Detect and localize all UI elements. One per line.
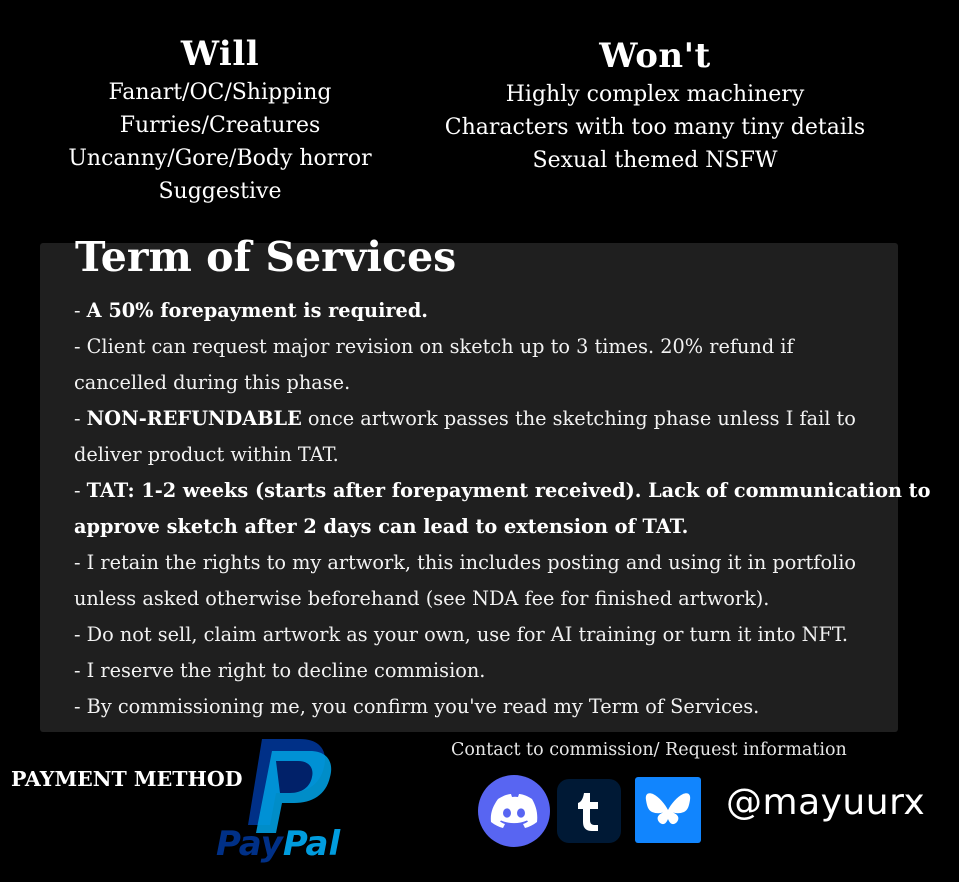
tos-line: - TAT: 1-2 weeks (starts after forepayment received). Lack of communication to [74, 479, 931, 502]
will-title: Will [180, 34, 260, 74]
paypal-wordmark: PayPal [216, 824, 341, 864]
tos-line: deliver product within TAT. [74, 443, 339, 466]
will-column [60, 34, 380, 208]
wont-list [430, 78, 880, 177]
paypal-logo [214, 735, 354, 865]
tumblr-icon[interactable] [557, 779, 621, 843]
will-list [60, 76, 380, 208]
wont-item: Sexual themed NSFW [532, 148, 778, 173]
will-item: Uncanny/Gore/Body horror [68, 146, 372, 171]
tos-line: - I reserve the right to decline commision. [74, 659, 486, 682]
wont-item: Characters with too many tiny details [444, 115, 866, 140]
tos-line: - By commissioning me, you confirm you've read my Term of Services. [74, 695, 760, 718]
tos-line: unless asked otherwise beforehand (see NDA fee for finished artwork). [74, 587, 770, 610]
tos-line: approve sketch after 2 days can lead to extension of TAT. [74, 515, 689, 538]
tos-line: - A 50% forepayment is required. [74, 299, 429, 322]
will-item: Fanart/OC/Shipping [108, 80, 332, 105]
will-item: Furries/Creatures [119, 113, 321, 138]
wont-column [430, 36, 880, 177]
will-item: Suggestive [158, 179, 282, 204]
tos-list [74, 293, 931, 725]
tos-line: - I retain the rights to my artwork, this includes posting and using it in portfolio [74, 551, 856, 574]
tos-line: - NON-REFUNDABLE once artwork passes the sketching phase unless I fail to [74, 407, 856, 430]
bluesky-icon[interactable] [635, 777, 701, 843]
wont-title: Won't [599, 36, 711, 76]
tos-line: cancelled during this phase. [74, 371, 351, 394]
tos-line: - Client can request major revision on sketch up to 3 times. 20% refund if [74, 335, 794, 358]
social-handle: @mayuurx [726, 782, 926, 823]
discord-icon[interactable] [478, 775, 550, 847]
paypal-p-icon [248, 739, 331, 833]
tos-title: Term of Services [75, 233, 457, 281]
contact-text: Contact to commission/ Request information [451, 740, 847, 760]
wont-item: Highly complex machinery [505, 82, 805, 107]
tos-line: - Do not sell, claim artwork as your own, use for AI training or turn it into NFT. [74, 623, 848, 646]
payment-method-label: PAYMENT METHOD [11, 767, 243, 791]
